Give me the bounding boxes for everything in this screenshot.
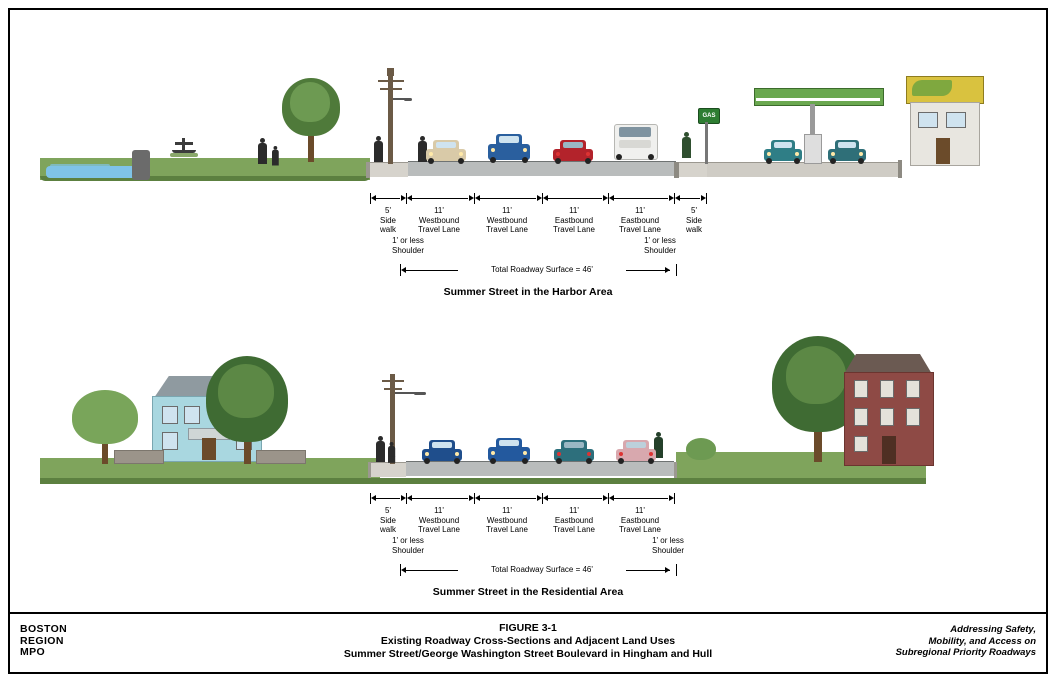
water-highlight [50, 164, 110, 168]
stone-wall-left [114, 450, 164, 464]
dim-seg-5 [670, 206, 718, 235]
shoulder-res-right-line1: 1' or less [652, 536, 684, 545]
roadway-res [406, 462, 674, 476]
vehicle-teal-car-right-pump [828, 140, 866, 164]
residential-dimensions [10, 492, 1046, 598]
figure-title-line2: Summer Street/George Washington Street Boulevard in Hingham and Hull [343, 648, 713, 660]
anchor-sculpture [170, 138, 198, 160]
residential-cross-section [10, 310, 1046, 610]
dim-seg-4-line2: Travel Lane [619, 225, 661, 234]
dim-seg-2-width: 11' [502, 206, 512, 215]
shoulder-res-right-line2: Shoulder [651, 545, 685, 555]
tree-harbor-left [282, 78, 340, 162]
report-tagline [896, 624, 1036, 659]
dim-res-seg-2-line2: Travel Lane [486, 525, 528, 534]
gas-sign-label: GAS [702, 113, 716, 119]
dim-seg-4 [608, 206, 672, 235]
shoulder-left-line1: 1' or less [392, 236, 424, 245]
dim-res-seg-0-line2: walk [379, 525, 396, 534]
vehicle-tan-car [426, 140, 466, 164]
curb-far-right [898, 160, 902, 178]
diagram-area [10, 10, 1046, 610]
figure-footer [10, 612, 1046, 672]
dim-seg-0-line2: walk [379, 225, 396, 234]
vehicle-res-blue-1 [422, 440, 462, 464]
shoulder-res-left-line2: Shoulder [391, 545, 425, 555]
vehicle-red-car [553, 140, 593, 164]
logo-line3: MPO [20, 646, 46, 658]
dim-res-seg-4-line2: Travel Lane [619, 525, 661, 534]
gas-canopy [754, 88, 884, 106]
dim-seg-4-line1: Eastbound [620, 215, 660, 225]
fuel-pump [804, 134, 822, 164]
dim-res-seg-2-width: 11' [502, 506, 512, 515]
dim-seg-2-line1: Westbound [486, 215, 528, 225]
dim-seg-3-width: 11' [569, 206, 579, 215]
vehicle-res-teal [554, 440, 594, 464]
shoulder-note-left [376, 236, 440, 255]
gas-sign-post [705, 122, 708, 164]
dim-seg-5-width: 5' [691, 206, 697, 215]
tree-res-left-large [206, 356, 288, 464]
commercial-apron [707, 162, 900, 177]
shoulder-right-line1: 1' or less [644, 236, 676, 245]
vehicle-white-van [614, 124, 656, 164]
tagline-line2: Mobility, and Access on [928, 635, 1036, 647]
gas-sign [698, 108, 720, 124]
roadway [408, 162, 676, 176]
dim-seg-1-line2: Travel Lane [418, 225, 460, 234]
curb-left [366, 162, 370, 178]
dim-res-seg-0-line1: Side [379, 515, 396, 525]
harbor-dimensions [10, 192, 1046, 298]
dim-seg-0-width: 5' [385, 206, 391, 215]
vehicle-res-pink [616, 440, 656, 464]
shoulder-res-left-line1: 1' or less [392, 536, 424, 545]
residential-caption: Summer Street in the Residential Area [432, 586, 624, 598]
logo-line2: REGION [20, 634, 64, 647]
dim-res-seg-3 [542, 506, 606, 535]
dim-res-seg-0 [364, 506, 412, 535]
total-roadway-label: Total Roadway Surface = 46' [458, 265, 626, 274]
dimension-rule-row-res [10, 492, 1046, 506]
commercial-building [906, 76, 982, 164]
total-roadway-label-res: Total Roadway Surface = 46' [458, 565, 626, 574]
dim-res-seg-2-line1: Westbound [486, 515, 528, 525]
tagline-line1: Addressing Safety, [950, 624, 1036, 635]
red-house [842, 354, 934, 464]
harbor-caption: Summer Street in the Harbor Area [443, 286, 613, 298]
dim-res-seg-1 [406, 506, 472, 535]
shrub-right [686, 438, 716, 464]
utility-pole-residential [380, 366, 426, 464]
total-dimension-row [10, 262, 1046, 278]
dim-res-seg-0-width: 5' [385, 506, 391, 515]
dim-res-seg-1-line1: Westbound [418, 515, 460, 525]
dim-res-seg-3-line2: Travel Lane [553, 525, 595, 534]
dim-res-seg-4-line1: Eastbound [620, 515, 660, 525]
vehicle-teal-car-left-pump [764, 140, 802, 164]
shoulder-right-line2: Shoulder [643, 245, 677, 255]
curb-left-res [368, 462, 371, 478]
logo-line1: BOSTON [20, 623, 68, 635]
figure-number: FIGURE 3-1 [499, 622, 557, 634]
dim-res-seg-3-line1: Eastbound [554, 515, 594, 525]
grass-shadow-res [40, 478, 926, 484]
dim-res-seg-4-width: 11' [635, 506, 645, 515]
shoulder-note-left-res [376, 536, 440, 555]
dim-seg-5-line1: Side [685, 215, 702, 225]
tagline-line3: Subregional Priority Roadways [895, 647, 1036, 658]
vehicle-blue-pickup [488, 134, 530, 164]
figure-caption-block [10, 622, 1046, 661]
curb-right-res [674, 462, 677, 478]
dim-seg-2-line2: Travel Lane [486, 225, 528, 234]
dim-res-seg-3-width: 11' [569, 506, 579, 515]
figure-title-line1: Existing Roadway Cross-Sections and Adjacent Land Uses [380, 635, 676, 647]
harbor-cross-section [10, 10, 1046, 310]
stone-wall-right [256, 450, 306, 464]
dim-res-seg-4 [608, 506, 672, 535]
dimension-rule-row [10, 192, 1046, 206]
dim-seg-2 [474, 206, 540, 235]
dim-res-seg-2 [474, 506, 540, 535]
dim-seg-0 [364, 206, 412, 235]
dim-res-seg-1-line2: Travel Lane [418, 525, 460, 534]
dim-seg-1 [406, 206, 472, 235]
dim-seg-1-line1: Westbound [418, 215, 460, 225]
vehicle-res-blue-2 [488, 438, 530, 464]
dim-seg-4-width: 11' [635, 206, 645, 215]
dim-res-seg-1-width: 11' [434, 506, 444, 515]
shoulder-left-line2: Shoulder [391, 245, 425, 255]
dim-seg-1-width: 11' [434, 206, 444, 215]
dim-seg-3-line1: Eastbound [554, 215, 594, 225]
sidewalk-left [368, 162, 408, 177]
canopy-stripe [756, 98, 880, 101]
dim-seg-3-line2: Travel Lane [553, 225, 595, 234]
shoulder-note-right-res [636, 536, 700, 555]
shoulder-note-right [628, 236, 692, 255]
total-dimension-row-res [10, 562, 1046, 578]
sidewalk-left-res [370, 462, 406, 477]
sidewalk-right [679, 162, 707, 177]
dim-seg-3 [542, 206, 606, 235]
jetty-rock [132, 150, 150, 180]
dim-seg-0-line1: Side [379, 215, 396, 225]
dim-seg-5-line2: walk [685, 225, 702, 234]
